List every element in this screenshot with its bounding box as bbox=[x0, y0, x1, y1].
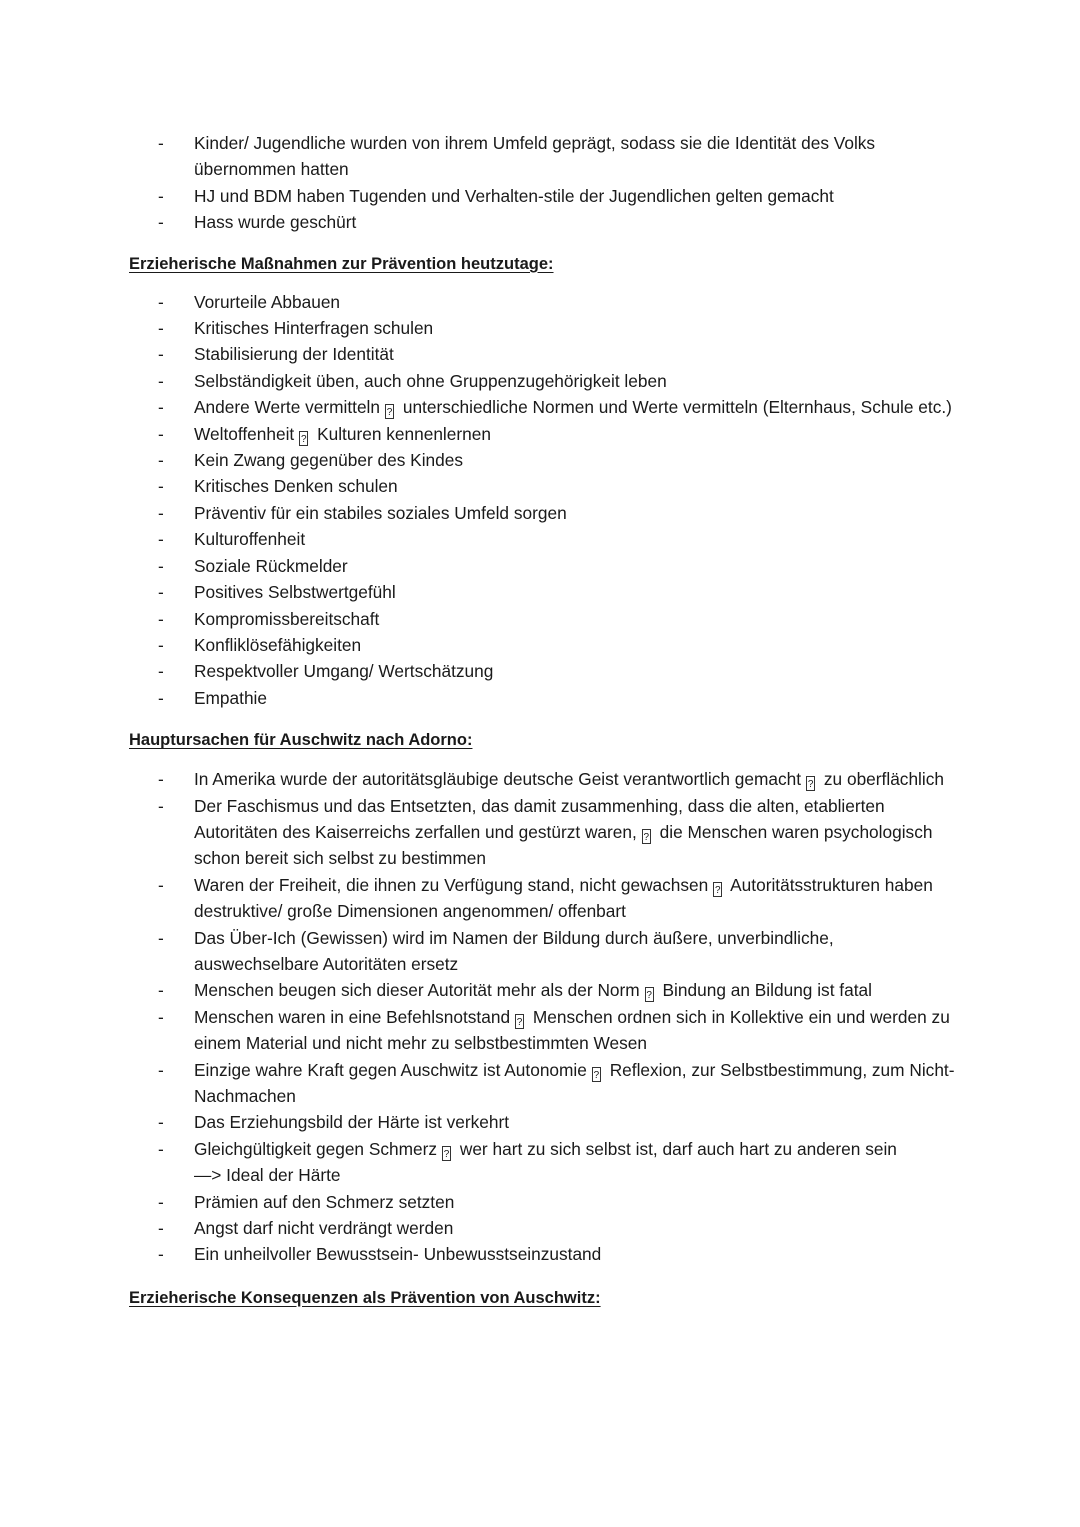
list-item: - Soziale Rückmelder bbox=[129, 553, 959, 579]
document-page bbox=[129, 130, 959, 1309]
list-item: - Waren der Freiheit, die ihnen zu Verfügung stand, nicht gewachsen ? Autoritätsstrukturen haben destruktive/ große Dimensionen angenommen/ offenbart bbox=[129, 872, 959, 925]
list-item: - Das Erziehungsbild der Härte ist verkehrt bbox=[129, 1109, 959, 1135]
missing-glyph-icon: ? bbox=[515, 1014, 524, 1029]
list-item: - Kritisches Hinterfragen schulen bbox=[129, 315, 959, 341]
praevention-list bbox=[129, 289, 959, 712]
intro-list bbox=[129, 130, 959, 236]
list-item: - In Amerika wurde der autoritätsgläubige deutsche Geist verantwortlich gemacht ? zu oberflächlich bbox=[129, 766, 959, 792]
list-item: - Kinder/ Jugendliche wurden von ihrem Umfeld geprägt, sodass sie die Identität des Volks übernommen hatten bbox=[129, 130, 959, 183]
list-item: - Konfliklösefähigkeiten bbox=[129, 632, 959, 658]
list-item: - Ein unheilvoller Bewusstsein- Unbewusstseinzustand bbox=[129, 1241, 959, 1267]
missing-glyph-icon: ? bbox=[642, 829, 651, 844]
missing-glyph-icon: ? bbox=[442, 1146, 451, 1161]
hauptursachen-list bbox=[129, 766, 959, 1268]
missing-glyph-icon: ? bbox=[385, 404, 394, 419]
list-item: - Präventiv für ein stabiles soziales Umfeld sorgen bbox=[129, 500, 959, 526]
list-item: - Kein Zwang gegenüber des Kindes bbox=[129, 447, 959, 473]
list-item: - Hass wurde geschürt bbox=[129, 209, 959, 235]
missing-glyph-icon: ? bbox=[645, 987, 654, 1002]
list-item: - Positives Selbstwertgefühl bbox=[129, 579, 959, 605]
list-item: - Menschen beugen sich dieser Autorität mehr als der Norm ? Bindung an Bildung ist fatal bbox=[129, 977, 959, 1003]
list-item: - Empathie bbox=[129, 685, 959, 711]
list-item: - HJ und BDM haben Tugenden und Verhalten-stile der Jugendlichen gelten gemacht bbox=[129, 183, 959, 209]
list-item: - Andere Werte vermitteln ? unterschiedliche Normen und Werte vermitteln (Elternhaus, Schule etc.) bbox=[129, 394, 959, 420]
list-item: - Das Über-Ich (Gewissen) wird im Namen der Bildung durch äußere, unverbindliche, auswechselbare Autoritäten ersetz bbox=[129, 925, 959, 978]
section-heading-hauptursachen: Hauptursachen für Auschwitz nach Adorno: bbox=[129, 731, 473, 750]
missing-glyph-icon: ? bbox=[713, 882, 722, 897]
missing-glyph-icon: ? bbox=[592, 1067, 601, 1082]
missing-glyph-icon: ? bbox=[299, 431, 308, 446]
section-heading-praevention: Erzieherische Maßnahmen zur Prävention heutzutage: bbox=[129, 254, 554, 273]
list-item: - Kritisches Denken schulen bbox=[129, 473, 959, 499]
list-item: - Selbständigkeit üben, auch ohne Gruppenzugehörigkeit leben bbox=[129, 368, 959, 394]
list-item: - Vorurteile Abbauen bbox=[129, 289, 959, 315]
list-item: - Gleichgültigkeit gegen Schmerz ? wer hart zu sich selbst ist, darf auch hart zu anderen sein —> Ideal der Härte bbox=[129, 1136, 959, 1189]
list-item: - Einzige wahre Kraft gegen Auschwitz ist Autonomie ? Reflexion, zur Selbstbestimmung, zum Nicht- Nachmachen bbox=[129, 1057, 959, 1110]
list-item: - Prämien auf den Schmerz setzten bbox=[129, 1189, 959, 1215]
missing-glyph-icon: ? bbox=[806, 776, 815, 791]
list-item: - Der Faschismus und das Entsetzten, das damit zusammenhing, dass die alten, etablierten Autoritäten des Kaiserreichs zerfallen und gestürzt waren, ? die Menschen waren psychologisch schon bereit sich selbst zu bestimmen bbox=[129, 793, 959, 872]
list-item: - Kompromissbereitschaft bbox=[129, 606, 959, 632]
list-item: - Menschen waren in eine Befehlsnotstand ? Menschen ordnen sich in Kollektive ein und werden zu einem Material und nicht mehr zu selbstbestimmten Wesen bbox=[129, 1004, 959, 1057]
list-item: - Kulturoffenheit bbox=[129, 526, 959, 552]
list-item: - Respektvoller Umgang/ Wertschätzung bbox=[129, 658, 959, 684]
list-item: - Stabilisierung der Identität bbox=[129, 341, 959, 367]
section-heading-konsequenzen: Erzieherische Konsequenzen als Prävention von Auschwitz: bbox=[129, 1288, 601, 1307]
list-item: - Weltoffenheit ? Kulturen kennenlernen bbox=[129, 421, 959, 447]
list-item: - Angst darf nicht verdrängt werden bbox=[129, 1215, 959, 1241]
